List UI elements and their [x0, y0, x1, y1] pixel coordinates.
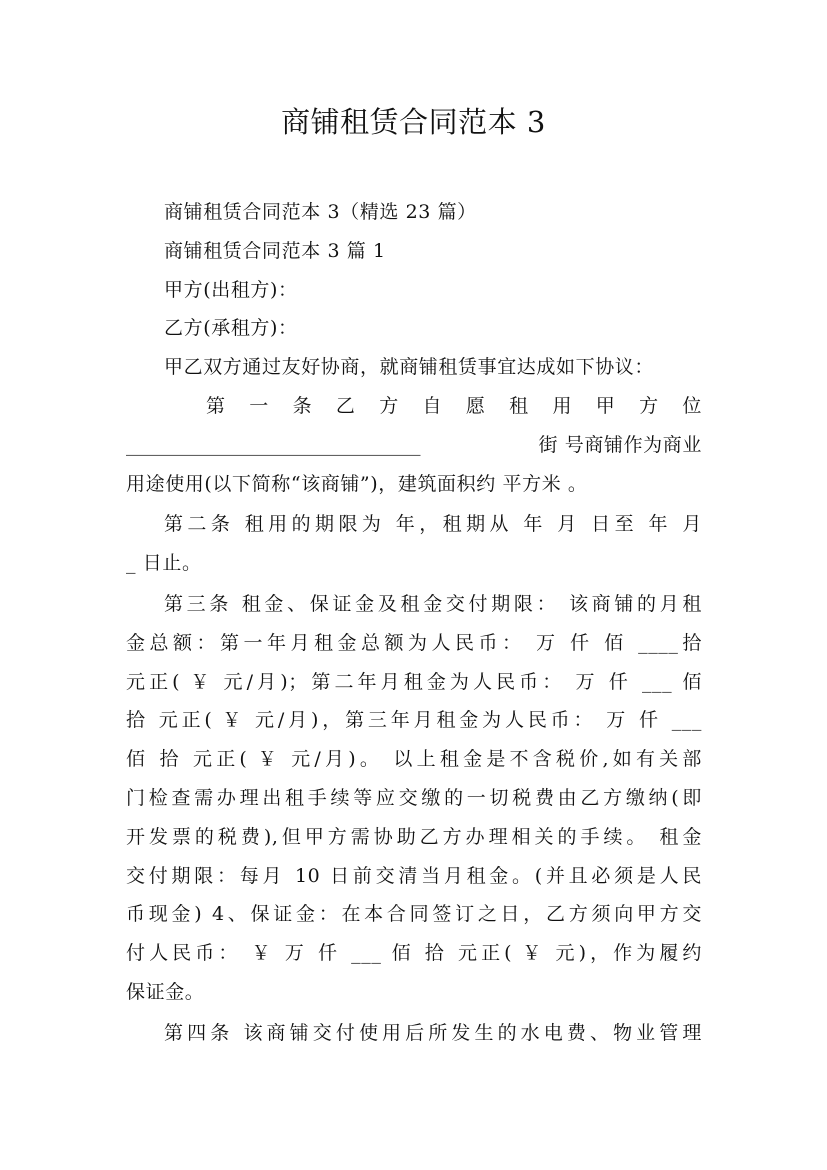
article-3-line: 金总额：第一年月租金总额为人民币： 万 仟 佰 ____拾	[126, 631, 702, 654]
article-1-line-3: 用途使用(以下简称“该商铺”)，建筑面积约 平方米 。	[126, 472, 588, 495]
article-3-line: 门检查需办理出租手续等应交缴的一切税费由乙方缴纳(即	[126, 786, 702, 809]
article-1	[126, 387, 702, 503]
article-3-line: 元正( ￥ 元/月)；第二年月租金为人民币： 万 仟 ___ 佰	[126, 670, 702, 693]
article-3-line: 交付期限：每月 10 日前交清当月租金。(并且必须是人民	[126, 864, 702, 887]
article-3-line: 第三条 租金、保证金及租金交付期限： 该商铺的月租	[164, 592, 702, 615]
article-2-line-2: _ 日止。	[126, 552, 202, 575]
party-b-line: 乙方(承租方)：	[164, 317, 298, 340]
article-1-line-2	[126, 426, 702, 465]
article-2-line-1: 第二条 租用的期限为 年，租期从 年 月 日至 年 月	[164, 513, 702, 536]
document-title: 商铺租赁合同范本 3	[281, 105, 546, 139]
article-3-line: 付人民币： ￥ 万 仟 ___ 佰 拾 元正( ￥ 元)，作为履约	[126, 942, 702, 965]
article-4-line-1: 第四条 该商铺交付使用后所发生的水电费、物业管理	[164, 1021, 702, 1044]
section-heading: 商铺租赁合同范本 3 篇 1	[164, 239, 386, 262]
document-body	[126, 193, 702, 1053]
agreement-line: 甲乙双方通过友好协商，就商铺租赁事宜达成如下协议：	[164, 356, 655, 379]
party-a-line: 甲方(出租方)：	[164, 278, 298, 301]
article-1-blank: _______________________________	[126, 433, 421, 456]
intro-line: 商铺租赁合同范本 3（精选 23 篇）	[164, 201, 477, 223]
article-4	[126, 1014, 702, 1053]
article-1-line-1: 第 一 条 乙 方 自 愿 租 用 甲 方 位	[206, 394, 702, 417]
article-2	[126, 505, 702, 583]
article-3-line: 保证金。	[126, 980, 205, 1003]
article-3-line: 拾 元正( ￥ 元/月)，第三年月租金为人民币： 万 仟 ___	[126, 709, 702, 732]
article-3-line: 佰 拾 元正( ￥ 元/月)。 以上租金是不含税价,如有关部	[126, 748, 702, 771]
article-3-line: 币现金) 4、保证金：在本合同签订之日，乙方须向甲方交	[126, 903, 702, 926]
article-3	[126, 585, 702, 1012]
article-1-street: 街 号商铺作为商业	[538, 433, 702, 456]
article-3-line: 开发票的税费),但甲方需协助乙方办理相关的手续。 租金	[126, 825, 702, 848]
